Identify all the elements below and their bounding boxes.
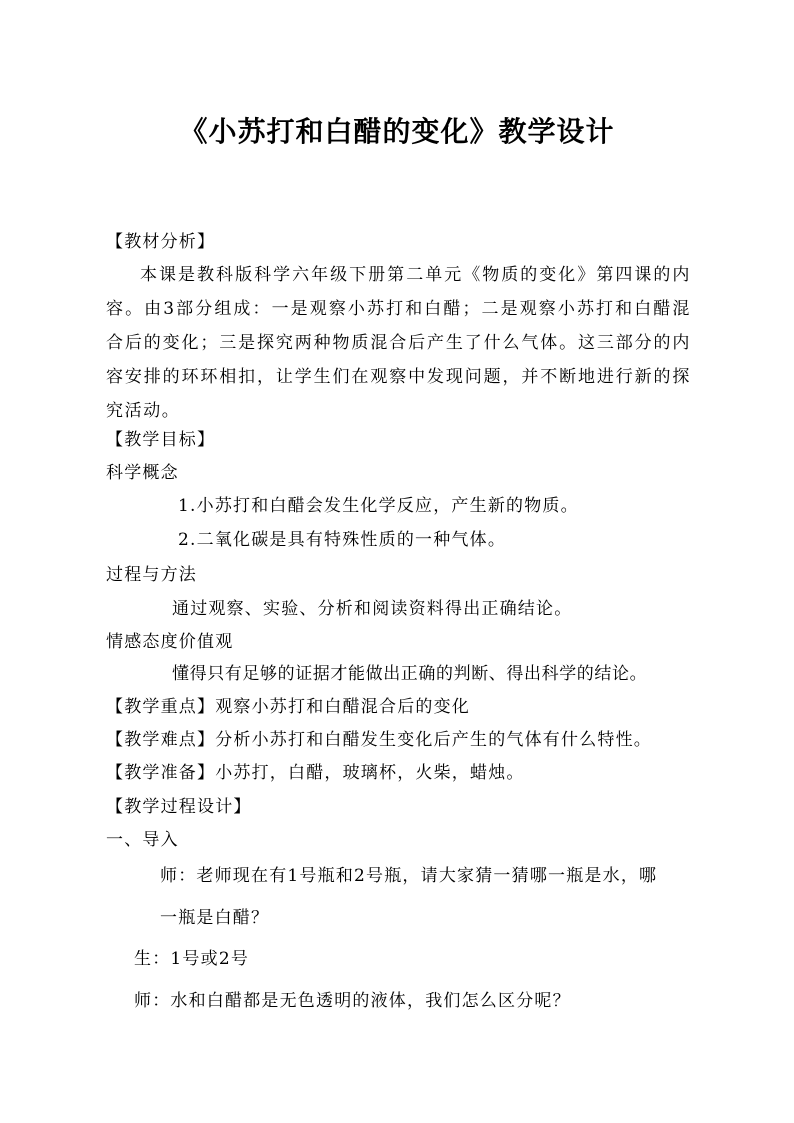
concept-item: 2.二氧化碳是具有特殊性质的一种气体。 — [178, 530, 507, 550]
key-point: 【教学重点】观察小苏打和白醋混合后的变化 — [106, 697, 470, 717]
preparation: 【教学准备】小苏打，白醋，玻璃杯，火柴，蜡烛。 — [106, 763, 525, 783]
section-one-heading: 一、导入 — [106, 830, 179, 850]
process-text: 通过观察、实验、分析和阅读资料得出正确结论。 — [172, 599, 573, 619]
dialogue-line: 一瓶是白醋？ — [160, 908, 270, 928]
analysis-heading: 【教材分析】 — [106, 232, 216, 252]
dialogue-line: 师：水和白醋都是无色透明的液体，我们怎么区分呢？ — [134, 991, 571, 1011]
emotion-text: 懂得只有足够的证据才能做出正确的判断、得出科学的结论。 — [172, 664, 648, 684]
goals-heading: 【教学目标】 — [106, 430, 216, 450]
dialogue-line: 师：老师现在有1号瓶和2号瓶，请大家猜一猜哪一瓶是水，哪 — [160, 866, 658, 886]
process-design-heading: 【教学过程设计】 — [106, 797, 252, 817]
page-title: 《小苏打和白醋的变化》教学设计 — [179, 115, 615, 148]
process-heading: 过程与方法 — [106, 565, 197, 585]
emotion-heading: 情感态度价值观 — [106, 632, 234, 652]
concept-heading: 科学概念 — [106, 463, 179, 483]
concept-item: 1.小苏打和白醋会发生化学反应，产生新的物质。 — [178, 496, 579, 516]
analysis-paragraph: 本课是教科版科学六年级下册第二单元《物质的变化》第四课的内容。由3部分组成：一是观察小苏打和白醋；二是观察小苏打和白醋混合后的变化；三是探究两种物质混合后产生了什么气体。这三部分的内容安排的环环相扣，让学生们在观察中发现问题，并不断地进行新的探究活动。 — [106, 265, 691, 421]
difficulty: 【教学难点】分析小苏打和白醋发生变化后产生的气体有什么特性。 — [106, 730, 652, 750]
dialogue-line: 生：1号或2号 — [134, 949, 250, 969]
